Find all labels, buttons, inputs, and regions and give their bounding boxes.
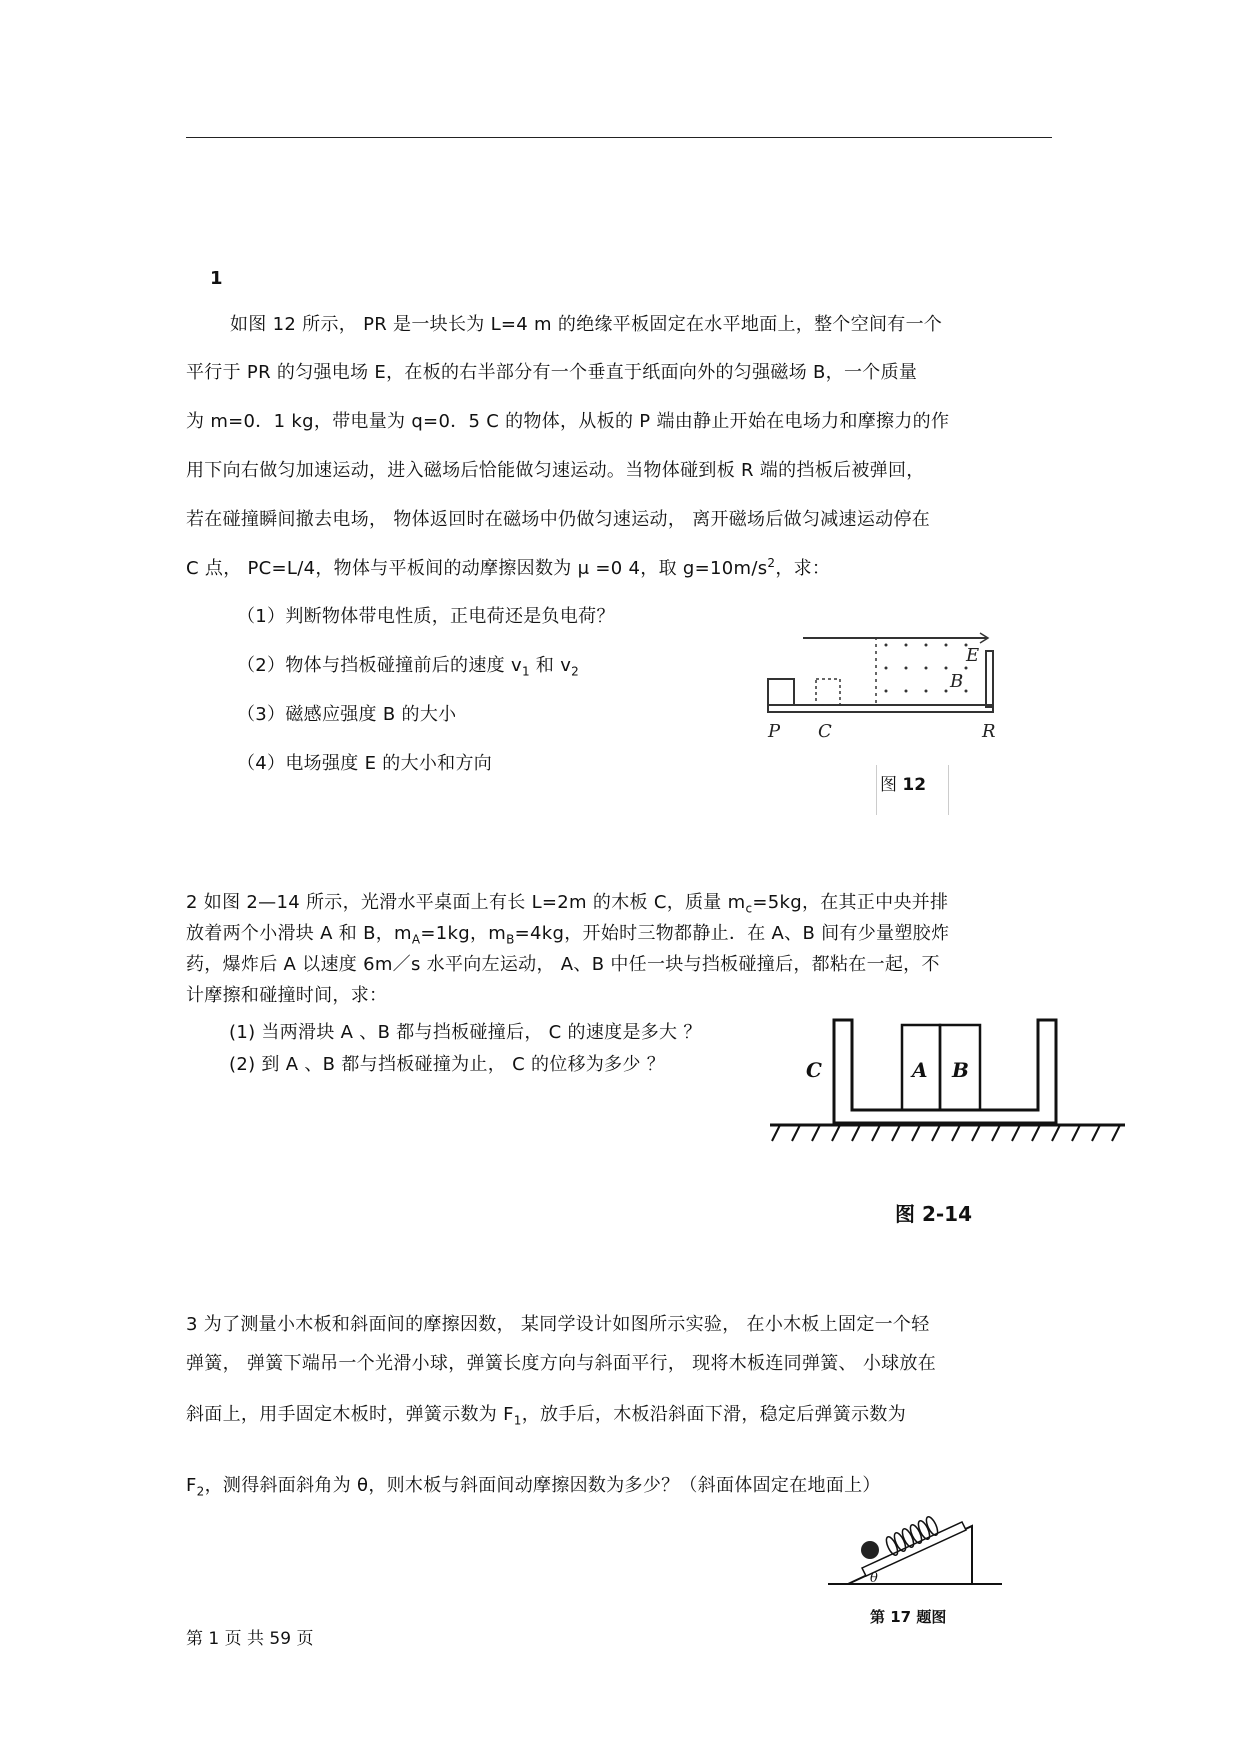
fig12-label-C: C — [818, 721, 832, 742]
q2-subquestion-1: (1) 当两滑块 A 、B 都与挡板碰撞后， C 的速度是多大 ？ — [229, 1022, 702, 1043]
q3-line-3: 斜面上，用手固定木板时，弹簧示数为 $F_1$，放手后，木板沿斜面下滑，稳定后弹簧示数为 — [186, 1404, 907, 1428]
q3-line-4: $F_2$，测得斜面斜角为 θ，则木板与斜面间动摩擦因数为多少？（斜面体固定在地面上） — [186, 1475, 881, 1499]
caption-divider-left — [876, 765, 877, 815]
caption-divider-right — [948, 765, 949, 815]
fig12-label-P: P — [768, 721, 781, 742]
figure-2-14 — [770, 1015, 1130, 1160]
q1-line-2: 平行于 PR 的匀强电场 E，在板的右半部分有一个垂直于纸面向外的匀强磁场 B，一个质量 — [186, 362, 918, 383]
q1-line-5: 若在碰撞瞬间撤去电场， 物体返回时在磁场中仍做匀速运动， 离开磁场后做匀减速运动停在 — [186, 509, 931, 530]
q1-subquestion-4: （4）电场强度 E 的大小和方向 — [237, 753, 493, 774]
q1-subquestion-3: （3）磁感应强度 B 的大小 — [237, 704, 457, 725]
q1-subquestion-2: （2）物体与挡板碰撞前后的速度 $v_1$ 和 $v_2$ — [237, 655, 580, 679]
q2-line-4: 计摩擦和碰撞时间，求： — [186, 985, 388, 1006]
fig12-label-R: R — [982, 721, 996, 742]
fig17-label-theta: θ — [870, 1571, 878, 1586]
q3-line-2: 弹簧， 弹簧下端吊一个光滑小球，弹簧长度方向与斜面平行， 现将木板连同弹簧、 小球放在 — [186, 1353, 937, 1374]
q2-subquestion-2: (2) 到 A 、B 都与挡板碰撞为止， C 的位移为多少 ？ — [229, 1054, 666, 1075]
figure-2-14-caption: 图 2-14 — [895, 1202, 973, 1226]
figure-12-caption: 图 12 — [880, 775, 927, 795]
q2-line-1: 2 如图 2—14 所示，光滑水平桌面上有长 L=2m 的木板 C，质量 $m_c=5kg$，在其正中央并排 — [186, 892, 949, 916]
q1-line-4: 用下向右做匀加速运动，进入磁场后恰能做匀速运动。当物体碰到板 R 端的挡板后被弹回， — [186, 460, 925, 481]
fig12-label-B: B — [950, 671, 964, 692]
q2-line-2: 放着两个小滑块 A 和 B，$m_A=1kg$，$m_B=4kg$，开始时三物都静止．在 A、B 间有少量塑胶炸 — [186, 923, 950, 947]
figure-17-caption: 第 17 题图 — [870, 1608, 947, 1626]
figure-12 — [766, 625, 1006, 745]
q2-line-3: 药，爆炸后 A 以速度 6m／s 水平向左运动， A、B 中任一块与挡板碰撞后，都粘在一起，不 — [186, 954, 940, 975]
fig214-label-B: B — [952, 1058, 969, 1082]
fig12-label-E: E — [966, 645, 980, 666]
header-rule — [186, 137, 1052, 138]
page-footer: 第 1 页 共 59 页 — [186, 1629, 314, 1649]
q1-line-1: 如图 12 所示， PR 是一块长为 L=4 m 的绝缘平板固定在水平地面上，整个空间有一个 — [230, 314, 943, 335]
fig214-label-A: A — [912, 1058, 928, 1082]
question-1-number: 1 — [210, 268, 223, 289]
q3-line-1: 3 为了测量小木板和斜面间的摩擦因数， 某同学设计如图所示实验， 在小木板上固定一个轻 — [186, 1314, 930, 1335]
q1-line-6: C 点， PC=L/4，物体与平板间的动摩擦因数为 μ =0 4，取 $g=10m/s^2$，求： — [186, 556, 831, 579]
figure-17 — [820, 1508, 1010, 1603]
q1-subquestion-1: （1）判断物体带电性质，正电荷还是负电荷？ — [237, 606, 615, 627]
fig214-label-C: C — [806, 1058, 822, 1082]
q1-line-3: 为 m=0．1 kg，带电量为 q=0．5 C 的物体，从板的 P 端由静止开始在电场力和摩擦力的作 — [186, 411, 950, 432]
